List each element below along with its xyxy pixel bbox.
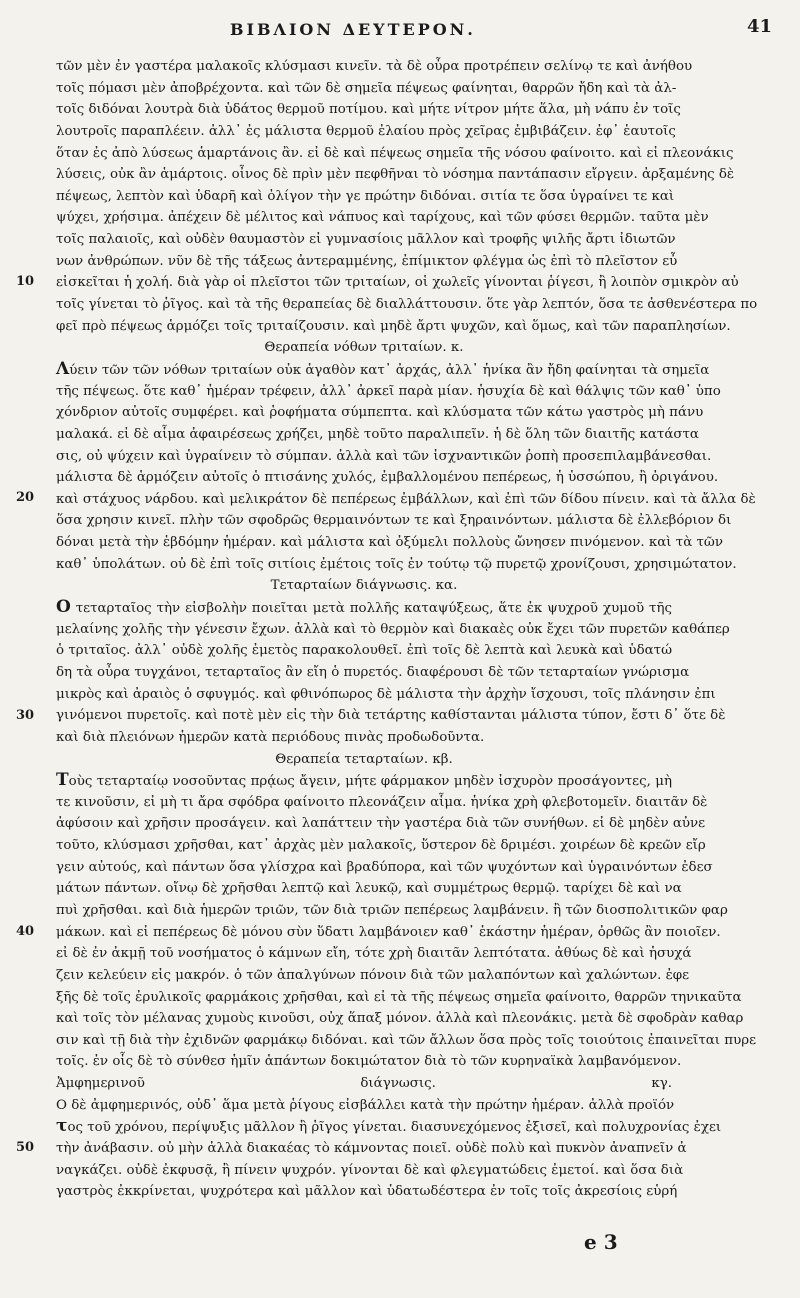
text-line: μελαίνης χολῆς τὴν γένεσιν ἔχων. ἀλλὰ καὶ τὸ θερμὸν καὶ διακαὲς οὐκ ἔχει τῶν πυρετῶν καθάπερ xyxy=(56,621,730,637)
text-line: Ἀμφημερινοῦ διάγνωσις. κγ. xyxy=(56,1076,672,1092)
text-line: μάκων. καὶ εἰ πεπέρεως δὲ μόνου σὺν ὕδατι λαμβάνοιεν καθ᾽ ἑκάστην ἡμέραν, ὀρθῶς ἂν ποιοῖεν. xyxy=(56,924,721,940)
text-line: τοῖς πόμασι μὲν ἀποβρέχοντα. καὶ τῶν δὲ σημεῖα πέψεως φαίνηται, θαρρῶν ἤδη καὶ τὰ ἀλ- xyxy=(56,80,677,96)
line-number: 50 xyxy=(16,1140,35,1155)
text-line: τοῖς γίνεται τὸ ῥῖγος. καὶ τὰ τῆς θεραπείας δὲ διαλλάττουσιν. ὅτε γὰρ λεπτόν, ὅσα τε ἀσθενέστερα πο xyxy=(56,297,758,313)
line-number: 40 xyxy=(16,924,35,939)
text-line: μάλιστα δὲ ἁρμόζειν αὐτοῖς ὁ πτισάνης χυλός, ἐμβαλλομένου πεπέρεως, ἡ ὑσσώπου, ἢ ὀριγάνου. xyxy=(56,470,719,486)
text-line: πυὶ χρῆσθαι. καὶ διὰ ἡμερῶν τριῶν, τῶν διὰ τριῶν πεπέρεως λαμβάνειν. ἢ τῶν διοσπολιτικῶν φαρ xyxy=(56,902,728,918)
text-line: γαστρὸς ἐκκρίνεται, ψυχρότερα καὶ μᾶλλον καὶ ὑδατωδέστερα ἐν τοῖς τοῖς ἀκρεσίοις εὑρή xyxy=(56,1184,678,1200)
text-line: ζειν κελεύειν εἰς μακρόν. ὁ τῶν ἀπαλγύνων πόνοιν διὰ τῶν μαλαπόντων καὶ χαλώντων. ἐφε xyxy=(56,967,690,983)
text-line: τῶν μὲν ἐν γαστέρα μαλακοῖς κλύσμασι κινεῖν. τὰ δὲ οὖρα προτρέπειν σελίνῳ τε καὶ ἀνήθου xyxy=(56,59,693,74)
page-number: 41 xyxy=(746,16,772,37)
section-heading: Ο δὲ ἀμφημερινός, οὐδ᾽ ἅμα μετὰ ῥίγους εἰσβάλλει κατὰ τὴν πρώτην ἡμέραν. ἀλλὰ προϊόν xyxy=(56,1097,675,1113)
text-line: τε κινοῦσιν, εἰ μὴ τι ἄρα σφόδρα φαίνοιτο πλεονάζειν αἷμα. ἡνίκα χρὴ φλεβοτομεῖν. διαιτᾶν δὲ xyxy=(56,794,708,810)
greek-text-block xyxy=(56,56,758,1203)
signature-mark: e 3 xyxy=(584,1230,618,1254)
text-line: φεῖ πρὸ πέψεως ἁρμόζει τοῖς τριταίζουσιν. καὶ μηδὲ ἄρτι ψυχῶν, καὶ ὅμως, καὶ τῶν παραπλησίων. xyxy=(56,318,731,334)
text-line: ψύχει, χρήσιμα. ἀπέχειν δὲ μέλιτος καὶ νάπυος καὶ ταρίχους, καὶ τῶν φύσει θερμῶν. ταῦτα μὲν xyxy=(56,210,709,226)
text-line: ναγκάζει. οὐδὲ ἐκφυσᾷ, ἢ πίνειν ψυχρόν. γίνονται δὲ καὶ φλεγματώδεις ἐμετοί. καὶ ὅσα διὰ xyxy=(56,1162,684,1178)
text-line: καθ᾽ ὑπολάτων. οὐ δὲ ἐπὶ τοῖς σιτίοις ἐμέτοις τοῖς ἐν τούτῳ τῷ πυρετῷ χρονίζουσι, χρησιμώτατον. xyxy=(56,556,737,572)
text-line: τὴν ἀνάβασιν. οὐ μὴν ἀλλὰ διακαέας τὸ κάμνοντας ποιεῖ. οὐδὲ πολὺ καὶ πυκνὸν ἀναπνεῖν ἀ xyxy=(56,1141,687,1157)
text-line: ὅσα χρησιν κινεῖ. πλὴν τῶν σφοδρῶς θερμαινόντων τε καὶ ξηραινόντων. μάλιστα δὲ ἐλλεβόριον δι xyxy=(56,513,732,529)
text-line: γειν αὐτούς, καὶ πάντων ὅσα γλίσχρα καὶ βραδύπορα, καὶ τῶν ψυχόντων καὶ ὑγραινόντων ἐδεσ xyxy=(56,859,713,875)
line-number: 10 xyxy=(16,274,35,289)
text-line: εἰ δὲ ἐν ἀκμῇ τοῦ νοσήματος ὁ κάμνων εἴη, τότε χρὴ διαιτᾶν λεπτότατα. ἀθύως δὲ καὶ ἡσυχά xyxy=(56,946,692,962)
text-line: καὶ στάχυος νάρδου. καὶ μελικράτον δὲ πεπέρεως ἐμβάλλων, καὶ ἐπὶ τῶν δίδου πίνειν. καὶ τὰ ἄλλα δὲ xyxy=(56,491,756,507)
text-line: μαλακά. εἰ δὲ αἷμα ἀφαιρέσεως χρήζει, μηδὲ τοῦτο παραλιπεῖν. ἡ δὲ ὅλη τῶν διαιτῆς κατάστα xyxy=(56,426,699,442)
text-line: καὶ τοῖς τὸν μέλανας χυμοὺς κινοῦσι, οὐχ ἅπαξ μόνον. ἀλλὰ καὶ πλεονάκις. μετὰ δὲ σφοδρὰν καθαρ xyxy=(56,1011,744,1027)
text-line: λύσεις, οὐκ ἂν ἁμάρτοις. οἶνος δὲ πρὶν μὲν πεφθῆναι τὸ νόσημα παντάπασιν εἴργειν. ἀρξαμένης δὲ xyxy=(56,167,735,183)
text-line: μικρὸς καὶ ἀραιὸς ὁ σφυγμός. καὶ φθινόπωρος δὲ μάλιστα τὴν ἀρχὴν ἴσχουσι, τοῖς πλάνησιν ἐπι xyxy=(56,686,716,702)
line-number: 20 xyxy=(16,490,35,505)
section-heading: Θεραπεία νόθων τριταίων. κ. xyxy=(264,340,464,356)
text-line: νων ἀνθρώπων. νῦν δὲ τῆς τάξεως ἀντεραμμένης, ἐπίμικτον φλέγμα ὡς ἐπὶ τὸ πλεῖστον εὖ xyxy=(56,253,678,269)
text-line: τος τοῦ χρόνου, περίψυξις μᾶλλον ἢ ῥῖγος γίνεται. διασυνεχόμενος ἐξισεῖ, καὶ πολυχρονίας ἐχει xyxy=(56,1116,722,1137)
text-line: ἀφύσοιν καὶ χρῆσιν προσάγειν. καὶ λαπάττειν τὴν γαστέρα διὰ τῶν συνήθων. εἰ δὲ μηδὲν αὐνε xyxy=(56,816,706,832)
text-line: τοῖς παλαιοῖς, καὶ οὐδὲν θαυμαστὸν εἰ γυμνασίοις μᾶλλον καὶ τροφῆς ψιλῆς ἄρτι ἰδιωτῶν xyxy=(56,232,676,248)
text-line: τοῖς. ἐν οἷς δὲ τὸ σύνθεσ ἡμῖν ἁπάντων δοκιμώτατον διὰ τὸ τῶν κυρηναϊκὰ λαμβανόμενον. xyxy=(56,1054,682,1070)
text-line: μάτων πάντων. οἴνῳ δὲ χρῆσθαι λεπτῷ καὶ λευκῷ, καὶ συμμέτρως θερμῷ. ταρίχει δὲ καὶ να xyxy=(56,881,682,897)
text-line: σις, οὐ ψύχειν καὶ ὑγραίνειν τὸ σύμπαν. ἀλλὰ καὶ τῶν ἰσχναντικῶν ῥοπὴ προσεπιλαμβάνεσθαι. xyxy=(56,448,712,464)
text-line: Τοὺς τεταρταίῳ νοσοῦντας πρᾴως ἄγειν, μήτε φάρμακον μηδὲν ἰσχυρὸν προσάγοντες, μὴ xyxy=(56,770,672,791)
running-head xyxy=(0,12,800,42)
text-line: δη τὰ οὖρα τυγχάνοι, τεταρταῖος ἂν εἴη ὁ πυρετός. διαφέρουσι δὲ τῶν τεταρταίων γνώρισμα xyxy=(56,664,690,680)
text-line: λουτροῖς παραπλέειν. ἀλλ᾽ ἐς μάλιστα θερμοῦ ἐλαίου πρὸς χεῖρας ἐμβιβάζειν. ἐφ᾽ ἑαυτοῖς xyxy=(56,123,676,139)
line-number: 30 xyxy=(16,708,35,723)
text-line: δόναι μετὰ τὴν ἑβδόμην ἡμέραν. καὶ μάλιστα καὶ ὀξύμελι πολλοὺς ὤνησεν πινόμενον. καὶ τὰ τῶν xyxy=(56,535,723,551)
text-line: καὶ διὰ πλειόνων ἡμερῶν κατὰ περιόδους πινὰς προδωδοῦντα. xyxy=(56,729,485,745)
text-line: τοῖς διδόναι λουτρὰ διὰ ὑδάτος θερμοῦ ποτίμου. καὶ μήτε νίτρον μήτε ἅλα, μὴ νάπυ ἐν τοῖς xyxy=(56,102,681,118)
text-line: τῆς πέψεως. ὅτε καθ᾽ ἡμέραν τρέφειν, ἀλλ᾽ ἀρκεῖ παρὰ μίαν. ἡσυχία δὲ καὶ θάλψις τῶν καθ᾽ ὑπο xyxy=(56,383,721,399)
section-heading: Τεταρταίων διάγνωσις. κα. xyxy=(270,578,458,594)
section-heading: Θεραπεία τεταρταίων. κβ. xyxy=(275,751,453,767)
text-line: χόνδριον αὐτοῖς συμφέρει. καὶ ῥοφήματα σύμπεπτα. καὶ κλύσματα τῶν κάτω γαστρὸς μὴ πάνυ xyxy=(56,405,704,421)
text-line: ὅταν ἐς ἀπὸ λύσεως ἁμαρτάνοις ἂν. εἰ δὲ καὶ πέψεως σημεῖα τῆς νόσου φαίνοιτο. καὶ εἰ πλεονάκις xyxy=(56,145,734,161)
text-line: Ο τεταρταῖος τὴν εἰσβολὴν ποιεῖται μετὰ πολλῆς καταψύξεως, ἅτε ἐκ ψυχροῦ χυμοῦ τῆς xyxy=(56,597,672,618)
text-line: σιν καὶ τῇ διὰ τὴν ἐχιδνῶν φαρμάκῳ διδόναι. καὶ τῶν ἄλλων ὅσα πρὸς τοῖς τοιούτοις ἐπαινεῖται πυρε xyxy=(56,1032,757,1048)
text-line: εἰσκεῖται ἡ χολή. διὰ γὰρ οἱ πλεῖστοι τῶν τριταίων, οἱ χωλεῖς γίνονται ῥίγεσι, ἢ λοιπὸν σμικρὸν αὐ xyxy=(56,275,739,291)
text-line: πέψεως, λεπτὸν καὶ ὑδαρῆ καὶ ὀλίγον τὴν γε πρώτην διδόναι. σιτία τε ὅσα ὑγραίνει τε καὶ xyxy=(56,188,675,204)
text-line: γινόμενοι πυρετοῖς. καὶ ποτὲ μὲν εἰς τὴν διὰ τετάρτης καθίστανται μάλιστα τύπον, ἔστι δ᾽ ὅτε δὲ xyxy=(56,708,726,724)
text-line: ξῆς δὲ τοῖς ἐρυλικοῖς φαρμάκοις χρῆσθαι, καὶ εἰ τὰ τῆς πέψεως σημεῖα φαίνοιτο, θαρρῶν τηνικαῦτα xyxy=(56,989,742,1005)
text-line: ὁ τριταῖος. ἀλλ᾽ οὐδὲ χολῆς ἐμετὸς παρακολουθεῖ. ἐπὶ τοῖς δὲ λεπτὰ καὶ λευκὰ καὶ ὑδατώ xyxy=(56,643,672,659)
running-title: ΒΙΒΛΙΟΝ ΔΕΥΤΕΡΟΝ. xyxy=(230,20,476,39)
text-line: τοῦτο, κλύσμασι χρῆσθαι, κατ᾽ ἀρχὰς μὲν μαλακοῖς, ὕστερον δὲ δριμέσι. χοιρέων δὲ κρεῶν εἴρ xyxy=(56,838,706,854)
text-line: Λύειν τῶν τῶν νόθων τριταίων οὐκ ἀγαθὸν κατ᾽ ἀρχάς, ἀλλ᾽ ἡνίκα ἂν ἤδη φαίνηται τὰ σημεῖα xyxy=(56,358,710,379)
